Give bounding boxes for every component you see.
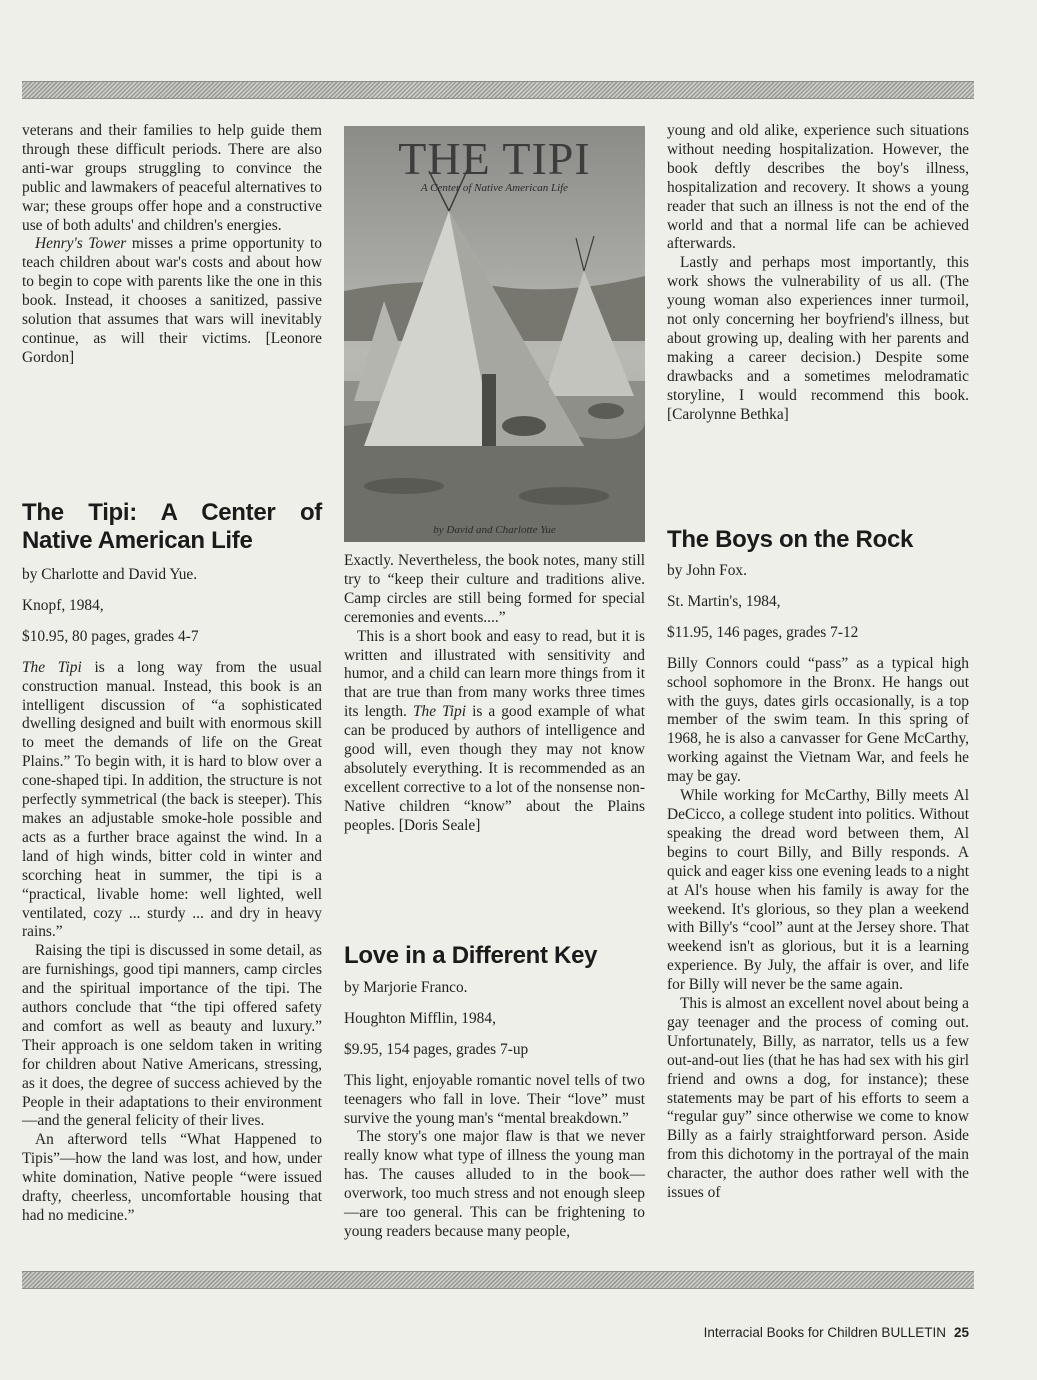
book-title: The Tipi: [412, 703, 467, 721]
review-heading: Love in a Different Key: [344, 942, 598, 969]
review-details: $10.95, 80 pages, grades 4-7: [22, 627, 199, 645]
review-authors: by Marjorie Franco.: [344, 979, 468, 996]
paragraph: Billy Connors could “pass” as a typical high school sophomore in the Bronx. He hangs out with the guys, dates girls occasionally, is a top member of the swim team. In this spring of 1968, he is also a canvasser for Gene McCarthy, working against the Vietnam War, and feels he may be gay.: [667, 654, 969, 786]
paragraph-text: misses a prime opportunity to teach children about war's costs and about how to begin to cope with parents like the one in this book. Instead, it chooses a sanitized, passive solution that assumes that wars will inevitably continue, as will their victims. [Leonore Gordon]: [22, 235, 322, 366]
book-title: Henry's Tower: [35, 235, 127, 253]
paragraph: Exactly. Nevertheless, the book notes, many still try to “keep their culture and traditions alive. Camp circles are still being formed for special ceremonies and events....”: [344, 552, 645, 626]
review-details: $9.95, 154 pages, grades 7-up: [344, 1040, 529, 1058]
paragraph: veterans and their families to help guide them through these difficult periods. There are also anti-war groups struggling to convince the public and lawmakers of peaceful alternatives to war; these groups offer hope and a constructive use of both adults' and children's energies.: [22, 122, 322, 234]
book-title: The Tipi: [22, 658, 82, 676]
page-number: 25: [953, 1325, 969, 1340]
love-review-continued: [667, 122, 969, 425]
paragraph: [344, 628, 645, 836]
review-details: $11.95, 146 pages, grades 7-12: [667, 623, 859, 641]
paragraph: While working for McCarthy, Billy meets Al DeCicco, a college student into politics. Without speaking the dread word between them, Al begins to court Billy, and Billy responds. A quick and eager kiss one evening leads to a night at Al's house when his family is away for the weekend. It's glorious, so they plan a weekend with Billy's “cool” aunt at the Jersey shore. That weekend isn't as glorious, but it is a learning experience. By July, the affair is over, and life for Billy will never be the same again.: [667, 787, 969, 994]
cover-title: THE TIPI: [398, 133, 591, 184]
paragraph: An afterword tells “What Happened to Tipis”—how the land was lost, and how, under white domination, Native people “were issued drafty, cheerless, uncomfortable housing that had no medicine.”: [22, 1131, 322, 1224]
review-publisher: St. Martin's, 1984,: [667, 592, 781, 610]
paragraph: Raising the tipi is discussed in some detail, as are furnishings, good tipi manners, camp circles and the spiritual importance of the tipi. The authors conclude that “the tipi offered safety and comfort as well as beauty and luxury.” Their approach is one seldom taken in writing for children about Native Americans, stressing, as it does, the degree of success achieved by the People in their adaptations to their environment—and the general felicity of their lives.: [22, 942, 322, 1130]
paragraph: This is almost an excellent novel about being a gay teenager and the process of coming out. Unfortunately, Billy, as narrator, tells us a few out-and-out lies (that he has had sex with his girl friend and owns a dog, for instance); these statements may be part of his efforts to seem a “regular guy” since otherwise we come to know Billy as a fairly straightforward person. Aside from this dichotomy in the portrayal of the main character, the author does rather well with the issues of: [667, 995, 969, 1202]
paragraph-text: is a long way from the usual construction manual. Instead, this book is an intelligent discussion of “a sophisticated dwelling designed and built with enormous skill to meet the demands of life on the Great Plains.” To begin with, it is hard to blow over a cone-shaped tipi. In addition, the structure is not perfectly symmetrical (the back is steeper). This makes an adjustable smoke-hole possible and acts as a further brace against the wind. In a land of high winds, bitter cold in winter and scorching heat in summer, the tipi is a “practical, livable home: well lighted, well ventilated, cozy ... sturdy ... and dry in heavy rains.”: [22, 658, 322, 941]
review-heading: The Boys on the Rock: [667, 526, 914, 553]
love-review: [344, 942, 645, 1242]
paragraph: young and old alike, experience such situations without needing hospitalization. However, the book deftly describes the boy's illness, hospitalization and recovery. It shows a young reader that such an illness is not the end of the world and that a normal life can be achieved afterwards.: [667, 122, 969, 253]
paragraph: [22, 659, 322, 943]
review-heading: The Tipi: A Center of Native American Life: [22, 499, 322, 554]
paragraph: This light, enjoyable romantic novel tells of two teenagers who fall in love. Their “love” must survive the young man's “mental breakdown.”: [344, 1071, 645, 1127]
review-publisher: Knopf, 1984,: [22, 596, 104, 614]
paragraph-text: is a good example of what can be produced by authors of intelligence and good will, even though they may not know absolutely everything. It is recommended as an excellent corrective to a lot of the nonsense non-Native children “know” about the Plains peoples. [Doris Seale]: [344, 703, 645, 834]
cover-credit: by David and Charlotte Yue: [433, 524, 556, 536]
page-footer: [704, 1325, 969, 1340]
cover-subtitle: A Center of Native American Life: [420, 182, 569, 194]
paragraph: [22, 235, 322, 367]
book-cover-image: [344, 126, 645, 542]
review-authors: by John Fox.: [667, 562, 747, 579]
paragraph-text: This is a short book and easy to read, but it is written and illustrated with sensitivity and humor, and a child can learn more things from it that are true than from many works three times its length.: [344, 627, 645, 721]
paragraph: The story's one major flaw is that we never really know what type of illness the young man has. The causes alluded to in the book—overwork, too much stress and not enough sleep—are too general. This can be frightening to young readers because many people,: [344, 1128, 645, 1240]
publication-name: Interracial Books for Children BULLETIN: [703, 1325, 946, 1340]
tipi-review: [22, 499, 322, 1226]
bottom-rule: [22, 1271, 974, 1289]
review-publisher: Houghton Mifflin, 1984,: [344, 1009, 496, 1027]
review-authors: by Charlotte and David Yue.: [22, 566, 198, 583]
top-rule: [22, 81, 974, 99]
column-1-top: [22, 122, 322, 368]
boys-review: [667, 526, 969, 1203]
paragraph: Lastly and perhaps most importantly, this work shows the vulnerability of us all. (The young woman also experiences inner turmoil, not only concerning her boyfriend's illness, but about growing up, dealing with her parents and making a career decision.) Despite some drawbacks and a sometimes melodramatic storyline, I would recommend this book. [Carolynne Bethka]: [667, 254, 969, 423]
tipi-review-continued: [344, 552, 645, 836]
